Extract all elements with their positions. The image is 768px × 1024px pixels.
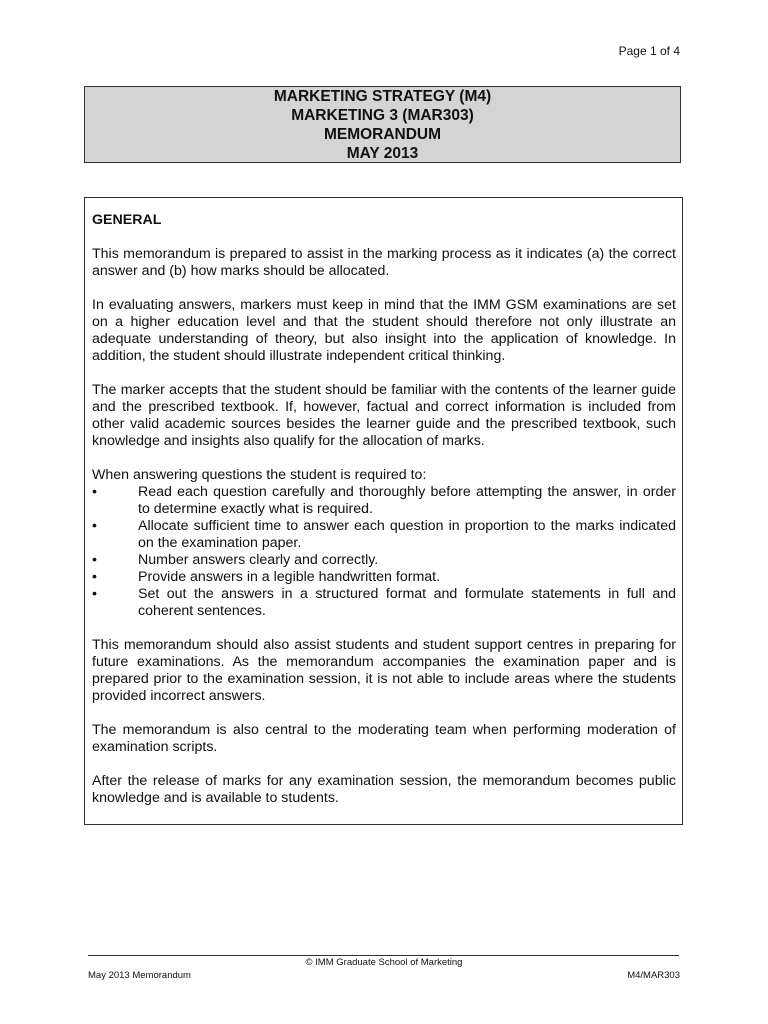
- paragraph-evaluation: In evaluating answers, markers must keep in mind that the IMM GSM examinations are set on a higher education level and that the student should therefore not only illustrate an adequate understanding of theory, but also insight into the application of knowledge. In addition, the student should illustrate independent critical thinking.: [92, 297, 676, 364]
- bullet-icon: •: [92, 552, 97, 568]
- title-line-subject: MARKETING 3 (MAR303): [291, 106, 474, 124]
- list-item-text: Set out the answers in a structured format and formulate statements in full and coherent sentences.: [138, 586, 676, 619]
- bullet-icon: •: [92, 569, 97, 585]
- list-intro: When answering questions the student is required to:: [92, 467, 427, 483]
- paragraph-moderation: The memorandum is also central to the moderating team when performing moderation of examination scripts.: [92, 722, 676, 755]
- list-item: [92, 518, 676, 552]
- footer-document-label: May 2013 Memorandum: [88, 970, 191, 981]
- list-item-text: Number answers clearly and correctly.: [138, 552, 379, 568]
- paragraph-sources: The marker accepts that the student should be familiar with the contents of the learner guide and the prescribed textbook. If, however, factual and correct information is included from other valid academic sources besides the learner guide and the prescribed textbook, such knowledge and insights also qualify for the allocation of marks.: [92, 382, 676, 449]
- page-number: Page 1 of 4: [618, 44, 680, 58]
- paragraph-release: After the release of marks for any examination session, the memorandum becomes public knowledge and is available to students.: [92, 773, 676, 806]
- list-item-text: Allocate sufficient time to answer each question in proportion to the marks indicated on the examination paper.: [138, 518, 676, 551]
- paragraph-support: This memorandum should also assist students and student support centres in preparing for future examinations. As the memorandum accompanies the examination paper and is prepared prior to the examination session, it is not able to include areas where the students provided incorrect answers.: [92, 637, 676, 704]
- list-item: [92, 484, 676, 518]
- footer-course-code: M4/MAR303: [627, 970, 680, 981]
- bullet-icon: •: [92, 484, 97, 500]
- list-item: [92, 569, 676, 586]
- title-line-course: MARKETING STRATEGY (M4): [273, 87, 492, 105]
- paragraph-purpose: This memorandum is prepared to assist in the marking process as it indicates (a) the correct answer and (b) how marks should be allocated.: [92, 246, 676, 279]
- footer-divider: [88, 955, 679, 956]
- list-item: [92, 552, 676, 569]
- list-item: [92, 586, 676, 620]
- requirements-list: [92, 484, 676, 620]
- title-box: [84, 86, 681, 163]
- content-box: [84, 197, 683, 825]
- list-item-text: Read each question carefully and thoroughly before attempting the answer, in order to determine exactly what is required.: [138, 484, 676, 517]
- title-line-document-type: MEMORANDUM: [323, 125, 442, 143]
- footer-copyright: © IMM Graduate School of Marketing: [305, 957, 463, 968]
- bullet-icon: •: [92, 586, 97, 602]
- bullet-icon: •: [92, 518, 97, 534]
- title-line-date: MAY 2013: [346, 144, 419, 162]
- section-heading: GENERAL: [92, 212, 162, 228]
- list-item-text: Provide answers in a legible handwritten format.: [138, 569, 441, 585]
